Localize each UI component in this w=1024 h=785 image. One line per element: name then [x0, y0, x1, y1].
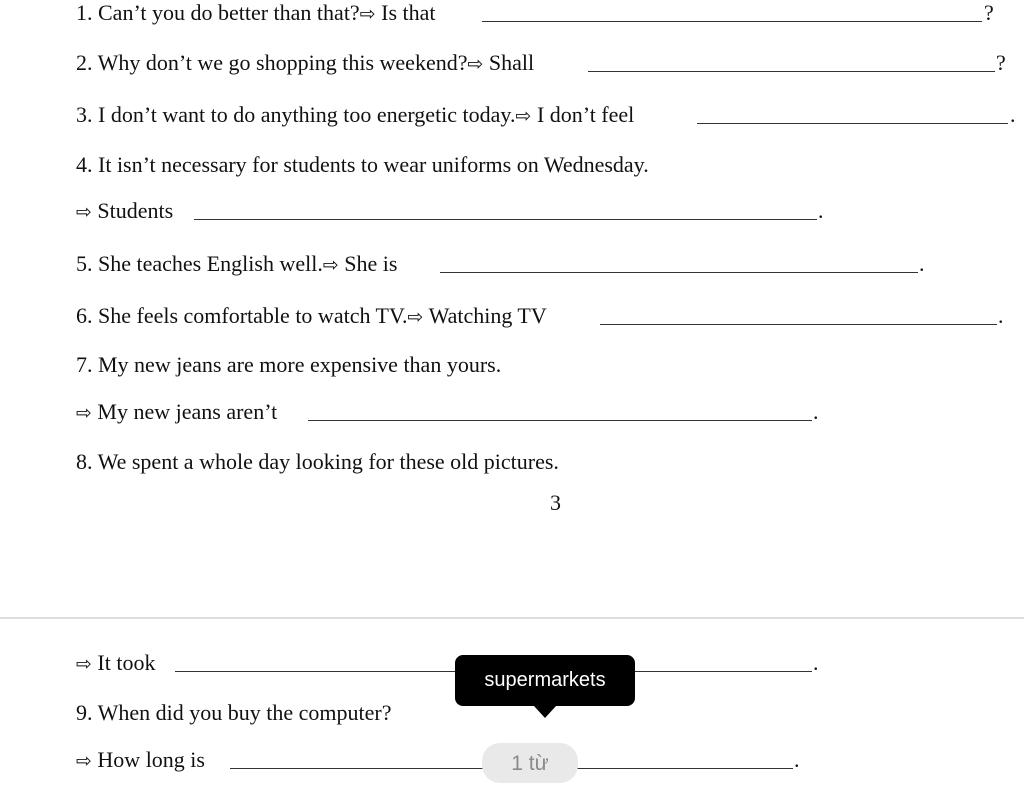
- answer-blank[interactable]: [600, 324, 997, 325]
- arrow-icon: ⇨: [322, 254, 339, 276]
- exercise-line: [76, 152, 649, 178]
- exercise-line: [76, 352, 501, 378]
- end-punctuation: .: [818, 198, 824, 223]
- exercise-line: [76, 102, 634, 129]
- answer-blank[interactable]: [482, 21, 982, 22]
- exercise-line: [76, 747, 205, 774]
- exercise-line: [76, 50, 534, 77]
- question-text: 1. Can’t you do better than that?: [76, 0, 360, 25]
- exercise-line: [76, 700, 391, 726]
- end-punctuation: .: [919, 251, 925, 276]
- question-text: 6. She feels comfortable to watch TV.: [76, 303, 408, 328]
- arrow-icon: ⇨: [76, 750, 92, 772]
- question-text: 2. Why don’t we go shopping this weekend?: [76, 50, 468, 75]
- exercise-line: [76, 198, 173, 225]
- question-text: 5. She teaches English well.: [76, 251, 323, 276]
- rewrite-prompt: Shall: [483, 50, 535, 75]
- arrow-icon: ⇨: [515, 105, 532, 127]
- rewrite-prompt: Is that: [375, 0, 436, 25]
- arrow-icon: ⇨: [76, 653, 92, 675]
- end-punctuation: ?: [996, 50, 1006, 75]
- end-punctuation: .: [998, 303, 1004, 328]
- arrow-icon: ⇨: [407, 306, 424, 328]
- rewrite-prompt: It took: [91, 650, 156, 675]
- answer-blank[interactable]: [697, 123, 1008, 124]
- question-text: 9. When did you buy the computer?: [76, 700, 392, 725]
- page-number: 3: [550, 490, 561, 515]
- arrow-icon: ⇨: [359, 3, 376, 25]
- arrow-icon: ⇨: [76, 201, 92, 223]
- suggestion-tooltip[interactable]: supermarkets: [455, 655, 635, 706]
- question-text: 3. I don’t want to do anything too energetic today.: [76, 102, 516, 127]
- rewrite-prompt: Students: [91, 198, 174, 223]
- end-punctuation: .: [1010, 102, 1016, 127]
- question-text: 4. It isn’t necessary for students to wear uniforms on Wednesday.: [76, 152, 649, 177]
- rewrite-prompt: How long is: [91, 747, 205, 772]
- exercise-line: [76, 303, 547, 330]
- exercise-line: [76, 251, 397, 278]
- answer-blank[interactable]: [308, 420, 812, 421]
- page-divider: [0, 617, 1024, 619]
- rewrite-prompt: Watching TV: [423, 303, 547, 328]
- exercise-line: [76, 449, 559, 475]
- arrow-icon: ⇨: [76, 402, 92, 424]
- exercise-line: [76, 650, 155, 677]
- end-punctuation: .: [813, 650, 819, 675]
- answer-blank[interactable]: [194, 219, 817, 220]
- rewrite-prompt: I don’t feel: [531, 102, 635, 127]
- end-punctuation: .: [813, 399, 819, 424]
- arrow-icon: ⇨: [467, 53, 484, 75]
- question-text: 7. My new jeans are more expensive than yours.: [76, 352, 502, 377]
- answer-blank[interactable]: [440, 272, 918, 273]
- end-punctuation: ?: [984, 0, 994, 25]
- end-punctuation: .: [794, 747, 800, 772]
- rewrite-prompt: My new jeans aren’t: [91, 399, 278, 424]
- question-text: 8. We spent a whole day looking for these old pictures.: [76, 449, 559, 474]
- rewrite-prompt: She is: [338, 251, 398, 276]
- exercise-line: [76, 399, 277, 426]
- answer-blank[interactable]: [588, 71, 995, 72]
- exercise-line: [76, 0, 436, 27]
- word-count-chip[interactable]: 1 từ: [482, 743, 578, 783]
